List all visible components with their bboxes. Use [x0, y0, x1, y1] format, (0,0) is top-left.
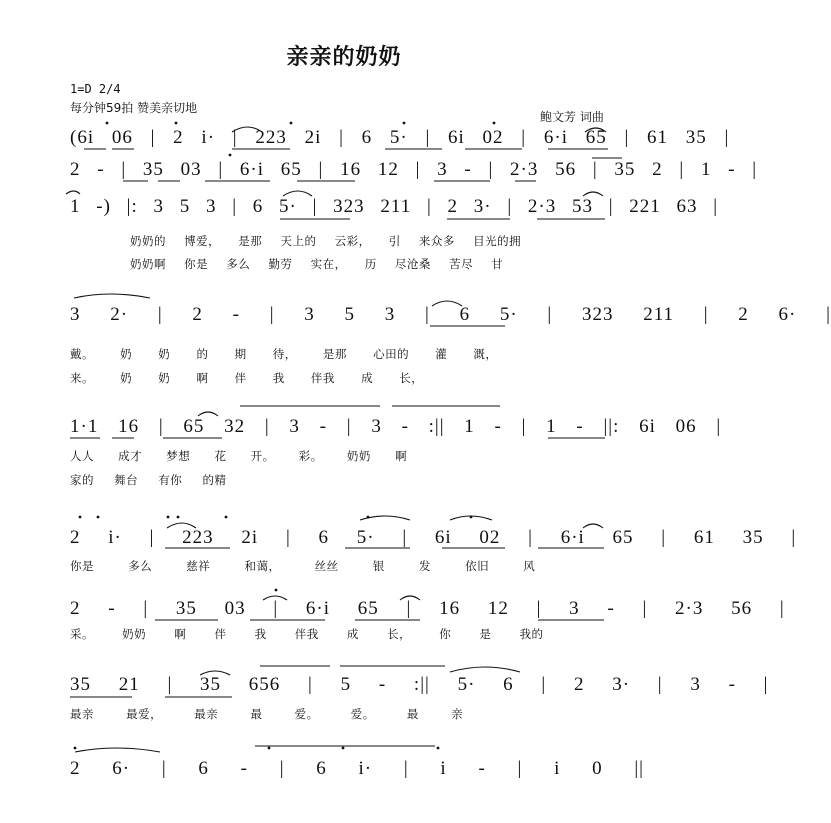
lyric-row-3-verse-1: 奶奶的 博爱， 是那 天上的 云彩， 引 来众多 目光的拥 — [130, 234, 522, 248]
page-title: 亲亲的奶奶 — [286, 45, 402, 70]
notation-row-5: 1·1 16 | 65 32 | 3 - | 3 - :|| 1 - | 1 - ||: 6i 06 | — [70, 416, 722, 437]
tempo-marking: 每分钟59拍 赞美亲切地 — [70, 101, 198, 115]
notation-row-8: 35 21 | 35 656 | 5 - :|| 5· 6 | 2 3· | 3 - | — [70, 674, 769, 695]
lyric-row-8: 最亲 最爱， 最亲 最 爱。 爱。 最 亲 — [70, 707, 464, 721]
lyric-row-4-verse-2: 来。 奶 奶 啊 伴 我 伴我 成 长， — [70, 371, 424, 385]
notation-row-3: 1 -) |: 3 5 3 | 6 5· | 323 211 | 2 3· | 2·3 53 | 221 63 | — [70, 196, 719, 217]
notation-row-6: 2 i· | 223 2i | 6 5· | 6i 02 | 6·i 65 | 61 35 | — [70, 527, 797, 548]
lyric-row-5-verse-2: 家的 舞台 有你 的精 — [70, 473, 227, 487]
author-credit: 鲍文芳 词曲 — [540, 110, 604, 124]
lyric-row-3-verse-2: 奶奶啊 你是 多么 勤劳 实在， 历 尽沧桑 苦尽 甘 — [130, 257, 504, 271]
key-time-signature: 1=D 2/4 — [70, 82, 121, 96]
lyric-row-4-verse-1: 戴。 奶 奶 的 期 待， 是那 心田的 灌 溉， — [70, 347, 498, 361]
lyric-row-6: 你是 多么 慈祥 和蔼， 丝丝 银 发 依旧 风 — [70, 559, 536, 573]
lyric-row-7: 采。 奶奶 啊 伴 我 伴我 成 长， 你 是 我的 — [70, 627, 544, 641]
notation-row-7: 2 - | 35 03 | 6·i 65 | 16 12 | 3 - | 2·3 56 | — [70, 598, 785, 619]
notation-row-2: 2 - | 35 03 | 6·i 65 | 16 12 | 3 - | 2·3 56 | 35 2 | 1 - | — [70, 159, 758, 180]
notation-row-9: 2 6· | 6 - | 6 i· | i - | i 0 || — [70, 758, 644, 779]
lyric-row-5-verse-1: 人人 成才 梦想 花 开。 彩。 奶奶 啊 — [70, 449, 408, 463]
notation-row-4: 3 2· | 2 - | 3 5 3 | 6 5· | 323 211 | 2 6· | — [70, 304, 831, 325]
notation-row-1: (6i 06 | 2 i· | 223 2i | 6 5· | 6i 02 | 6·i 65 | 61 35 | — [70, 127, 730, 148]
